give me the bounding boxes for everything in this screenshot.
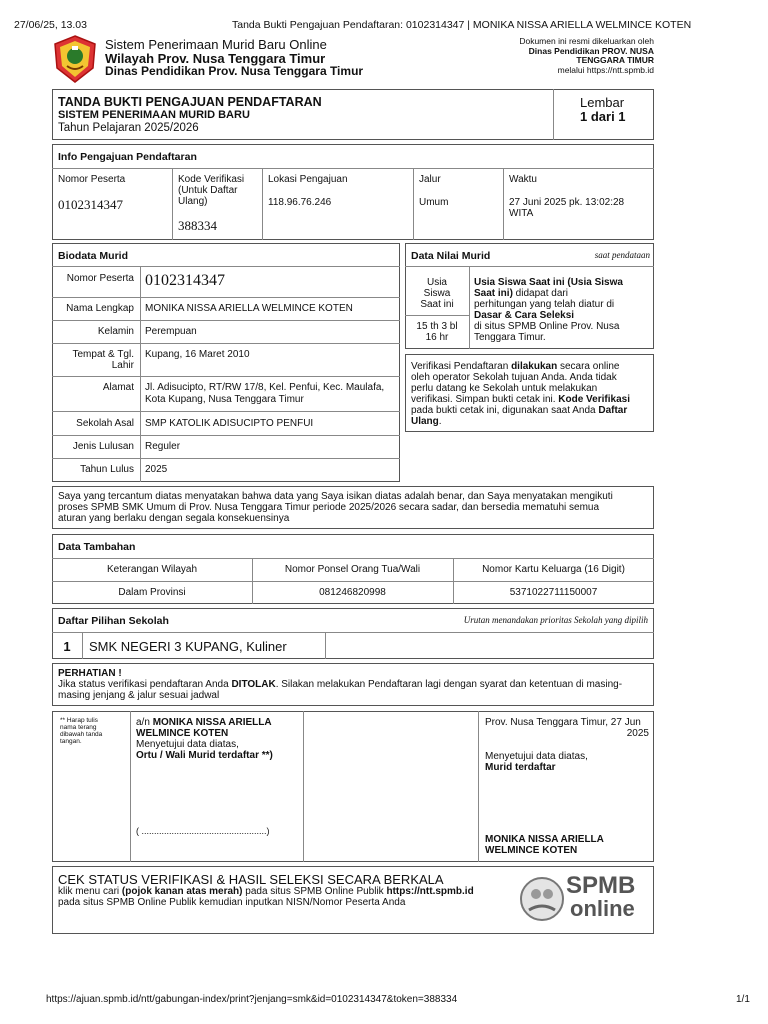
pilihan-school: SMK NEGERI 3 KUPANG, Kuliner xyxy=(89,639,287,654)
biodata-value-tahun: 2025 xyxy=(145,464,168,475)
info-waktu: 27 Juni 2025 pk. 13:02:28 WITA xyxy=(509,197,625,219)
biodata-value-sekolah: SMP KATOLIK ADISUCIPTO PENFUI xyxy=(145,418,314,429)
biodata-section-title: Biodata Murid xyxy=(58,250,128,262)
student-signature-place: Prov. Nusa Tenggara Timur, 27 Jun 2025 xyxy=(485,717,649,739)
biodata-label-sekolah: Sekolah Asal xyxy=(76,418,134,429)
student-agree: Menyetujui data diatas, Murid terdaftar xyxy=(485,751,588,773)
print-page-title: Tanda Bukti Pengajuan Pendaftaran: 0102314347 | MONIKA NISSA ARIELLA WELMINCE KOTEN xyxy=(232,19,692,31)
biodata-label-kelamin: Kelamin xyxy=(97,326,134,337)
biodata-label-tahun: Tahun Lulus xyxy=(80,464,134,475)
info-lokasi: 118.96.76.246 xyxy=(268,197,332,208)
usia-description: Usia Siswa Saat ini (Usia Siswa Saat ini) didapat dari perhitungan yang telah diatur di Dasar & Cara Seleksi di situs SPMB Online Prov. Nusa Tenggara Timur. xyxy=(474,277,623,343)
col-kode-verifikasi: Kode Verifikasi (Untuk Daftar Ulang) xyxy=(178,174,245,207)
pilihan-section-title: Daftar Pilihan Sekolah xyxy=(58,615,169,627)
agency-name: Dinas Pendidikan Prov. Nusa Tenggara Timur xyxy=(105,64,364,78)
spmb-mascot-icon xyxy=(519,872,565,926)
info-section-title: Info Pengajuan Pendaftaran xyxy=(58,151,197,163)
cek-status-text: klik menu cari (pojok kanan atas merah) pada situs SPMB Online Publik https://ntt.spmb.id pada situs SPMB Online Publik kemudian inputkan NISN/Nomor Peserta Anda xyxy=(58,886,474,908)
online-logo-text: online xyxy=(570,896,635,921)
info-jalur: Umum xyxy=(419,197,449,208)
footer-url: https://ajuan.spmb.id/ntt/gabungan-index/print?jenjang=smk&id=0102314347&token=388334 xyxy=(46,994,458,1005)
student-sign-name: MONIKA NISSA ARIELLA WELMINCE KOTEN xyxy=(485,834,604,856)
document-subtitle: SISTEM PENERIMAAN MURID BARU xyxy=(58,109,250,121)
official-issuer: Dokumen ini resmi dikeluarkan oleh Dinas Pendidikan PROV. NUSA TENGGARA TIMUR melalui https://ntt.spmb.id xyxy=(519,36,654,75)
nilai-section-title: Data Nilai Murid xyxy=(411,250,491,262)
statement-text: Saya yang tercantum diatas menyatakan bahwa data yang Saya isikan diatas adalah benar, dan Saya menyatakan mengikuti proses SPMB SMK Umum di Prov. Nusa Tenggara Timur periode 2025/2026 secara sadar, dan bersedia mematuhi semua aturan yang berlaku dengan segala konsekuensinya xyxy=(58,491,613,524)
col-lokasi: Lokasi Pengajuan xyxy=(268,174,348,185)
value-nomor-ponsel: 081246820998 xyxy=(319,587,386,598)
biodata-value-kelamin: Perempuan xyxy=(145,326,197,337)
col-waktu: Waktu xyxy=(509,174,537,185)
biodata-value-nama: MONIKA NISSA ARIELLA WELMINCE KOTEN xyxy=(145,303,353,314)
sheet-label: Lembar xyxy=(580,95,625,110)
col-nomor-ponsel: Nomor Ponsel Orang Tua/Wali xyxy=(284,564,421,575)
usia-value: 15 th 3 bl 16 hr xyxy=(416,321,458,343)
perhatian-text: PERHATIAN ! Jika status verifikasi pendaftaran Anda DITOLAK. Silakan melakukan Pendaftaran lagi dengan syarat dan ketentuan di masing- masing jenjang & jalur sesuai jadwal xyxy=(58,668,623,701)
system-name: Sistem Penerimaan Murid Baru Online xyxy=(105,37,327,52)
pilihan-number: 1 xyxy=(63,639,71,654)
pilihan-note: Urutan menandakan prioritas Sekolah yang dipilih xyxy=(463,615,648,625)
col-nomor-kk: Nomor Kartu Keluarga (16 Digit) xyxy=(482,564,625,575)
document-title: TANDA BUKTI PENGAJUAN PENDAFTARAN xyxy=(58,95,322,109)
print-datetime: 27/06/25, 13.03 xyxy=(14,19,87,31)
biodata-value-alamat: Jl. Adisucipto, RT/RW 17/8, Kel. Penfui, Kec. Maulafa, Kota Kupang, Nusa Tenggara Timur xyxy=(145,382,385,405)
cek-status-title: CEK STATUS VERIFIKASI & HASIL SELEKSI SECARA BERKALA xyxy=(58,872,444,887)
value-keterangan-wilayah: Dalam Provinsi xyxy=(118,587,186,598)
biodata-label-peserta: Nomor Peserta xyxy=(66,273,134,284)
col-nomor-peserta: Nomor Peserta xyxy=(58,174,126,185)
parent-name-blank: ( ..................................................) xyxy=(136,826,270,836)
biodata-label-nama: Nama Lengkap xyxy=(66,303,134,314)
biodata-label-alamat: Alamat xyxy=(102,382,134,393)
sheet-value: 1 dari 1 xyxy=(580,109,626,124)
parent-signature-block: a/n MONIKA NISSA ARIELLA WELMINCE KOTEN Menyetujui data diatas, Ortu / Wali Murid terdaftar **) xyxy=(136,717,273,761)
academic-year: Tahun Pelajaran 2025/2026 xyxy=(58,122,199,134)
spmb-logo-text: SPMB xyxy=(566,872,636,899)
value-nomor-kk: 5371022711150007 xyxy=(509,587,598,598)
footer-page: 1/1 xyxy=(736,994,750,1005)
signature-note: ** Harap tulis nama terang dibawah tanda tangan. xyxy=(60,717,103,745)
info-kode-verifikasi: 388334 xyxy=(178,218,217,233)
tambahan-section-title: Data Tambahan xyxy=(58,541,136,553)
ntt-emblem-icon xyxy=(52,34,98,84)
biodata-label-lulusan: Jenis Lulusan xyxy=(72,441,134,452)
biodata-label-ttl: Tempat & Tgl. Lahir xyxy=(72,349,134,371)
info-nomor-peserta: 0102314347 xyxy=(58,197,123,212)
nilai-note: saat pendataan xyxy=(594,250,650,260)
col-jalur: Jalur xyxy=(419,174,441,185)
region-name: Wilayah Prov. Nusa Tenggara Timur xyxy=(105,51,326,66)
col-keterangan-wilayah: Keterangan Wilayah xyxy=(106,564,198,575)
verifikasi-text: Verifikasi Pendaftaran dilakukan secara online oleh operator Sekolah tujuan Anda. Anda tidak perlu datang ke Sekolah untuk melakukan verifikasi. Simpan bukti cetak ini. Kode Verifikasi pada bukti cetak ini, digunakan saat Anda Daftar Ulang. xyxy=(411,361,630,427)
biodata-value-peserta: 0102314347 xyxy=(145,272,225,289)
usia-label: Usia Siswa Saat ini xyxy=(420,277,454,310)
biodata-value-ttl: Kupang, 16 Maret 2010 xyxy=(145,349,250,360)
biodata-value-lulusan: Reguler xyxy=(145,441,181,452)
